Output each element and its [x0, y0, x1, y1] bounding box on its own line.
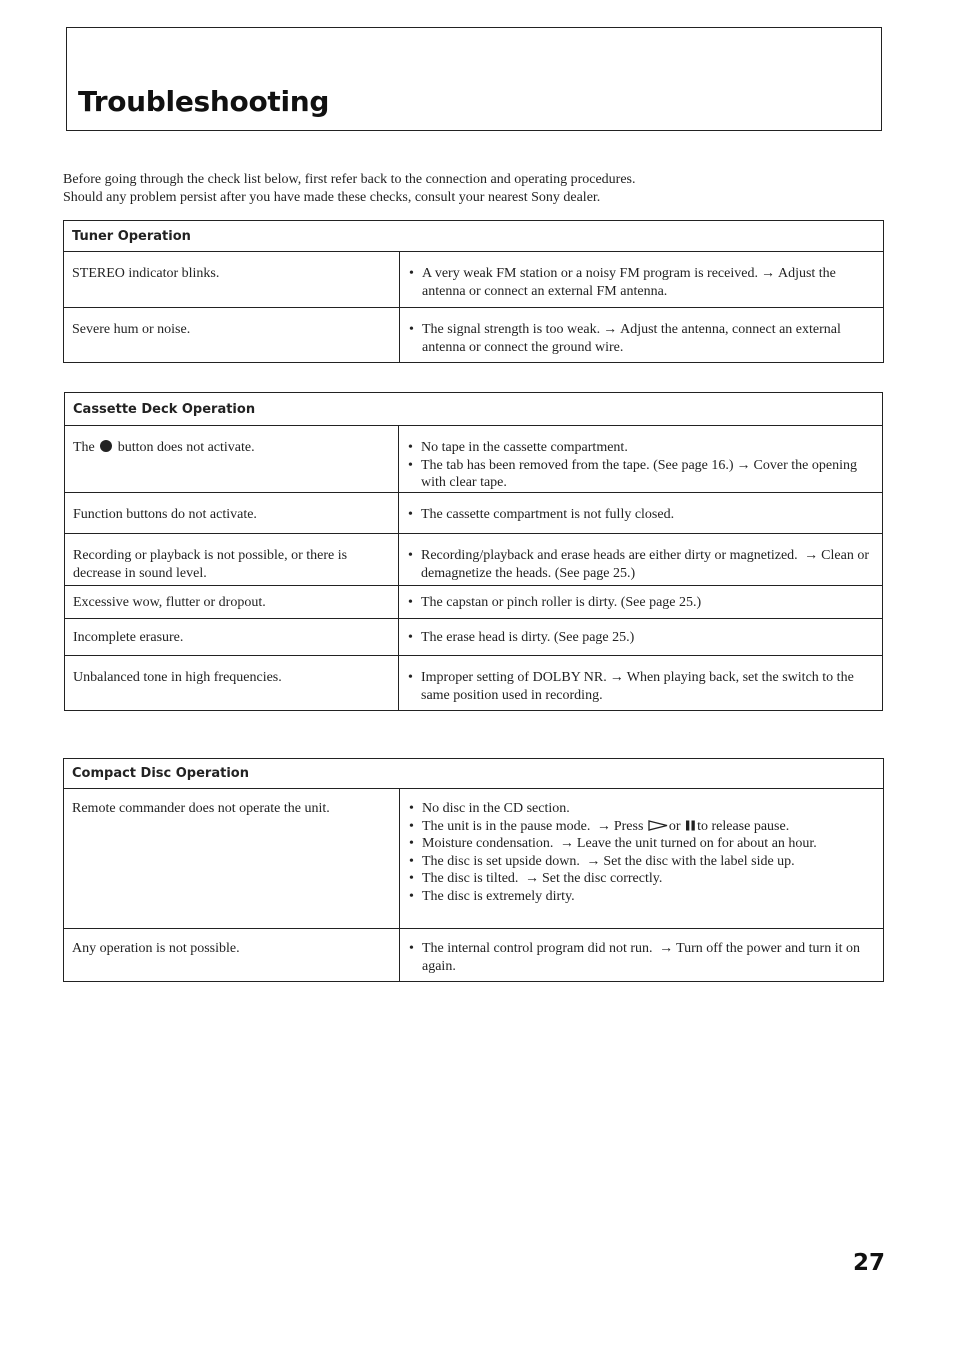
arrow-icon: → [596, 818, 611, 834]
arrow-icon: → [609, 670, 624, 685]
arrow-icon: → [603, 322, 618, 337]
problem-cell: The button does not activate. [65, 426, 399, 493]
page-number: 27 [853, 1250, 886, 1276]
list-item: • The tab has been removed from the tape. (See page 16.) → Cover the opening with clear tape. [408, 457, 874, 492]
remedy-cell [399, 426, 883, 493]
problem-cell: Remote commander does not operate the unit. [64, 789, 400, 929]
table-row [65, 586, 883, 619]
cassette-heading: Cassette Deck Operation [65, 393, 883, 426]
list-item: • The signal strength is too weak. → Adjust the antenna, connect an external antenna or connect the ground wire. [409, 321, 875, 356]
arrow-icon: → [659, 941, 674, 956]
cd-heading: Compact Disc Operation [64, 759, 884, 789]
intro-text [63, 171, 883, 207]
remedy-cell [400, 252, 884, 308]
table-row [64, 308, 884, 363]
arrow-icon: → [586, 853, 601, 869]
table-row [65, 534, 883, 586]
problem-cell: Any operation is not possible. [64, 929, 400, 982]
list-item: • The erase head is dirty. (See page 25.) [408, 629, 874, 647]
record-button-icon [100, 440, 112, 452]
arrow-icon: → [804, 548, 819, 563]
problem-cell: Unbalanced tone in high frequencies. [65, 656, 399, 711]
list-item: • The cassette compartment is not fully closed. [408, 506, 874, 524]
problem-cell: Severe hum or noise. [64, 308, 400, 363]
cd-table [63, 758, 884, 982]
list-item: • The disc is tilted. → Set the disc correctly. [409, 870, 875, 888]
remedy-cell [399, 534, 883, 586]
remedy-cell [400, 789, 884, 929]
arrow-icon: → [736, 457, 751, 473]
remedy-cell [400, 308, 884, 363]
problem-cell: Excessive wow, flutter or dropout. [65, 586, 399, 619]
arrow-icon: → [760, 266, 775, 281]
remedy-cell [400, 929, 884, 982]
tuner-heading: Tuner Operation [64, 221, 884, 252]
remedy-cell [399, 586, 883, 619]
intro-line-2: Should any problem persist after you have made these checks, consult your nearest Sony dealer. [63, 190, 601, 205]
problem-cell: Recording or playback is not possible, or there is decrease in sound level. [65, 534, 399, 586]
list-item: • The unit is in the pause mode. → Press or to release pause. [409, 818, 875, 836]
list-item: • No disc in the CD section. [409, 800, 875, 818]
page-title: Troubleshooting [78, 85, 330, 118]
table-row [64, 789, 884, 929]
tuner-table [63, 220, 884, 363]
remedy-cell [399, 493, 883, 534]
table-row [65, 619, 883, 656]
cassette-table [64, 392, 883, 711]
table-row [65, 426, 883, 493]
table-row [64, 252, 884, 308]
intro-line-1: Before going through the check list below, first refer back to the connection and operating procedures. [63, 172, 636, 187]
list-item: • No tape in the cassette compartment. [408, 439, 874, 457]
list-item: • Moisture condensation. → Leave the unit turned on for about an hour. [409, 835, 875, 853]
list-item: • The disc is set upside down. → Set the disc with the label side up. [409, 853, 875, 871]
list-item: • Improper setting of DOLBY NR. → When playing back, set the switch to the same position used in recording. [408, 669, 874, 704]
problem-cell: Incomplete erasure. [65, 619, 399, 656]
table-row [65, 656, 883, 711]
table-row [65, 493, 883, 534]
problem-cell: STEREO indicator blinks. [64, 252, 400, 308]
list-item: • The disc is extremely dirty. [409, 888, 875, 906]
list-item: • Recording/playback and erase heads are either dirty or magnetized. → Clean or demagnetize the heads. (See page 25.) [408, 547, 874, 582]
list-item: • The internal control program did not run. → Turn off the power and turn it on again. [409, 940, 875, 975]
arrow-icon: → [559, 836, 574, 851]
problem-cell: Function buttons do not activate. [65, 493, 399, 534]
table-row [64, 929, 884, 982]
title-box [66, 27, 882, 131]
list-item: • The capstan or pinch roller is dirty. (See page 25.) [408, 594, 874, 612]
remedy-cell [399, 619, 883, 656]
pause-icon [685, 820, 696, 831]
arrow-icon: → [524, 871, 539, 886]
play-icon [648, 820, 668, 831]
remedy-cell [399, 656, 883, 711]
list-item: • A very weak FM station or a noisy FM program is received. → Adjust the antenna or connect an external FM antenna. [409, 265, 875, 300]
